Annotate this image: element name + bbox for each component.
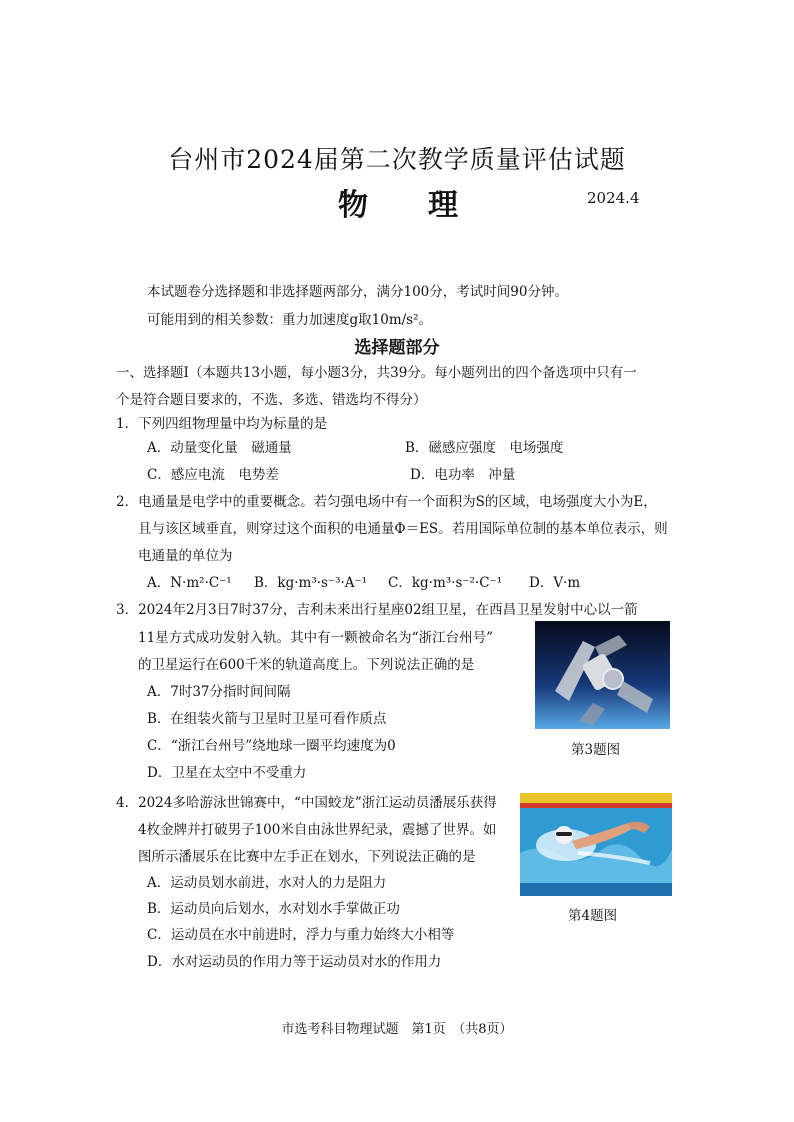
q3-option-b: B．在组装火箭与卫星时卫星可看作质点 xyxy=(147,711,387,727)
part1-instruction-1: 一、选择题Ⅰ（本题共13小题，每小题3分，共39分。每小题列出的四个备选项中只有一 xyxy=(116,365,637,381)
q1-option-a: A．动量变化量 磁通量 xyxy=(147,440,292,456)
exam-date: 2024.4 xyxy=(587,189,640,207)
q1-option-d: D．电功率 冲量 xyxy=(410,467,516,483)
q2-option-d: D．V·m xyxy=(529,575,581,591)
q2-option-b: B．kg·m³·s⁻³·A⁻¹ xyxy=(254,575,368,591)
q4-option-c: C．运动员在水中前进时，浮力与重力始终大小相等 xyxy=(147,927,455,943)
q3-option-a: A．7时37分指时间间隔 xyxy=(147,684,291,700)
page-title: 台州市2024届第二次教学质量评估试题 xyxy=(168,145,626,174)
q4-option-b: B．运动员向后划水，水对划水手掌做正功 xyxy=(147,901,400,917)
q4-stem-2: 4枚金牌并打破男子100米自由泳世界纪录，震撼了世界。如 xyxy=(138,822,497,838)
q2-option-c: C．kg·m³·s⁻²·C⁻¹ xyxy=(388,575,503,591)
q3-satellite-figure xyxy=(535,621,670,729)
page-footer: 市选考科目物理试题 第1页 （共8页） xyxy=(281,1022,513,1037)
q3-stem-3: 的卫星运行在600千米的轨道高度上。下列说法正确的是 xyxy=(138,657,475,673)
q3-stem-1: 3．2024年2月3日7时37分，吉利未来出行星座02组卫星，在西昌卫星发射中心以一箭 xyxy=(116,602,638,618)
q4-figure-caption: 第4题图 xyxy=(568,908,618,924)
q1-option-c: C．感应电流 电势差 xyxy=(147,467,279,483)
q2-stem-3: 电通量的单位为 xyxy=(138,548,233,564)
intro-line-1: 本试题卷分选择题和非选择题两部分，满分100分，考试时间90分钟。 xyxy=(147,284,568,300)
q4-stem-1: 4．2024多哈游泳世锦赛中，“中国蛟龙”浙江运动员潘展乐获得 xyxy=(116,795,497,811)
section-title: 选择题部分 xyxy=(354,338,440,358)
part1-instruction-2: 个是符合题目要求的，不选、多选、错选均不得分） xyxy=(116,392,427,408)
q4-swimmer-figure xyxy=(520,793,672,896)
intro-line-2: 可能用到的相关参数：重力加速度g取10m/s²。 xyxy=(147,312,433,328)
subject-title: 物理 xyxy=(338,188,518,223)
q3-option-c: C．“浙江台州号”绕地球一圈平均速度为0 xyxy=(147,738,396,754)
q1-option-b: B．磁感应强度 电场强度 xyxy=(405,440,564,456)
q4-option-d: D．水对运动员的作用力等于运动员对水的作用力 xyxy=(147,954,442,970)
q3-stem-2: 11星方式成功发射入轨。其中有一颗被命名为“浙江台州号” xyxy=(138,630,493,646)
q3-option-d: D．卫星在太空中不受重力 xyxy=(147,765,307,781)
q3-figure-caption: 第3题图 xyxy=(571,742,621,758)
q2-option-a: A．N·m²·C⁻¹ xyxy=(147,575,232,591)
q2-stem-1: 2．电通量是电学中的重要概念。若匀强电场中有一个面积为S的区域，电场强度大小为E， xyxy=(116,494,657,510)
q1-stem: 1．下列四组物理量中均为标量的是 xyxy=(116,416,328,432)
q4-option-a: A．运动员划水前进，水对人的力是阻力 xyxy=(147,875,387,891)
q4-stem-3: 图所示潘展乐在比赛中左手正在划水，下列说法正确的是 xyxy=(138,849,476,865)
q2-stem-2: 且与该区域垂直，则穿过这个面积的电通量Φ＝ES。若用国际单位制的基本单位表示，则 xyxy=(138,521,668,537)
